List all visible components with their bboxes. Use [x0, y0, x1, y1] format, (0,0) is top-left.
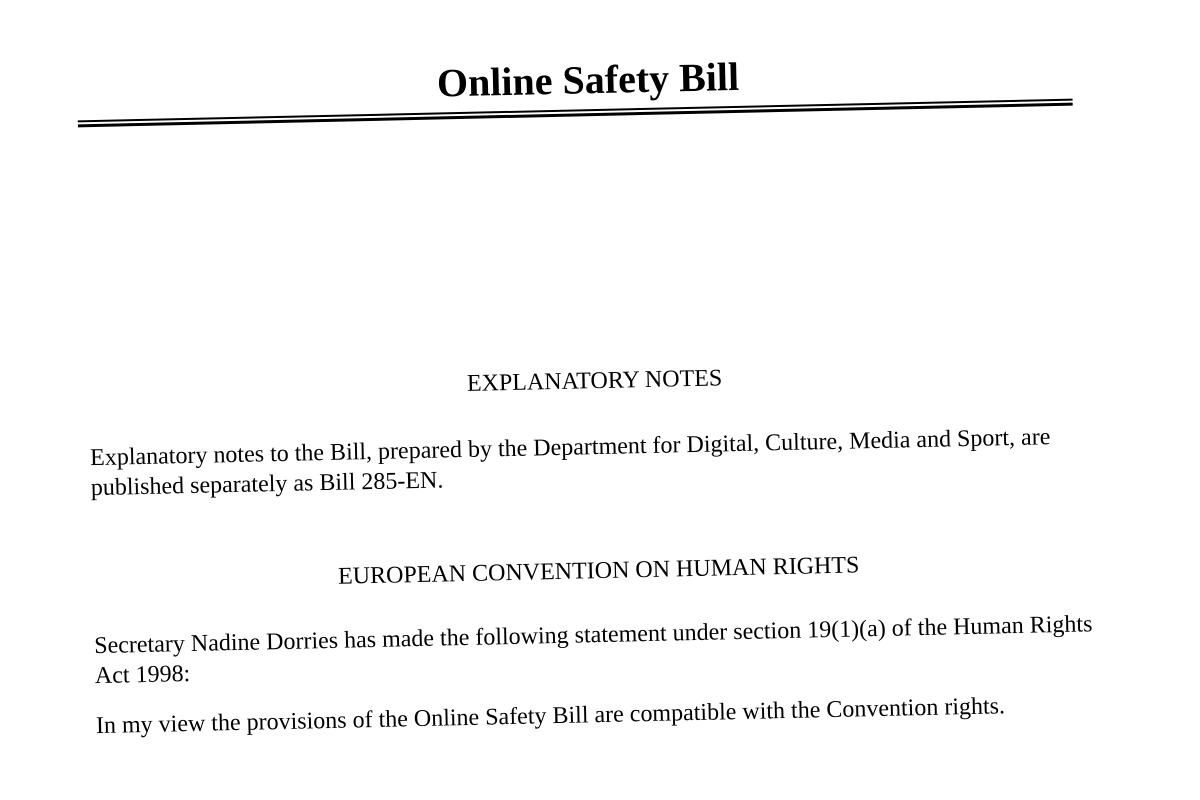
section-heading-explanatory-notes: EXPLANATORY NOTES: [466, 365, 723, 397]
section-heading-echr: EUROPEAN CONVENTION ON HUMAN RIGHTS: [337, 552, 860, 590]
echr-compatibility-paragraph: In my view the provisions of the Online Safety Bill are compatible with the Convention rights.: [95, 693, 1006, 740]
echr-statement-paragraph: Secretary Nadine Dorries has made the following statement under section 19(1)(a) of the Human Rights Act 1998:: [93, 611, 1093, 690]
bill-title: Online Safety Bill: [436, 53, 740, 106]
explanatory-notes-paragraph: Explanatory notes to the Bill, prepared by the Department for Digital, Culture, Media and Sport, are published separately as Bill 285-EN.: [89, 424, 1051, 502]
